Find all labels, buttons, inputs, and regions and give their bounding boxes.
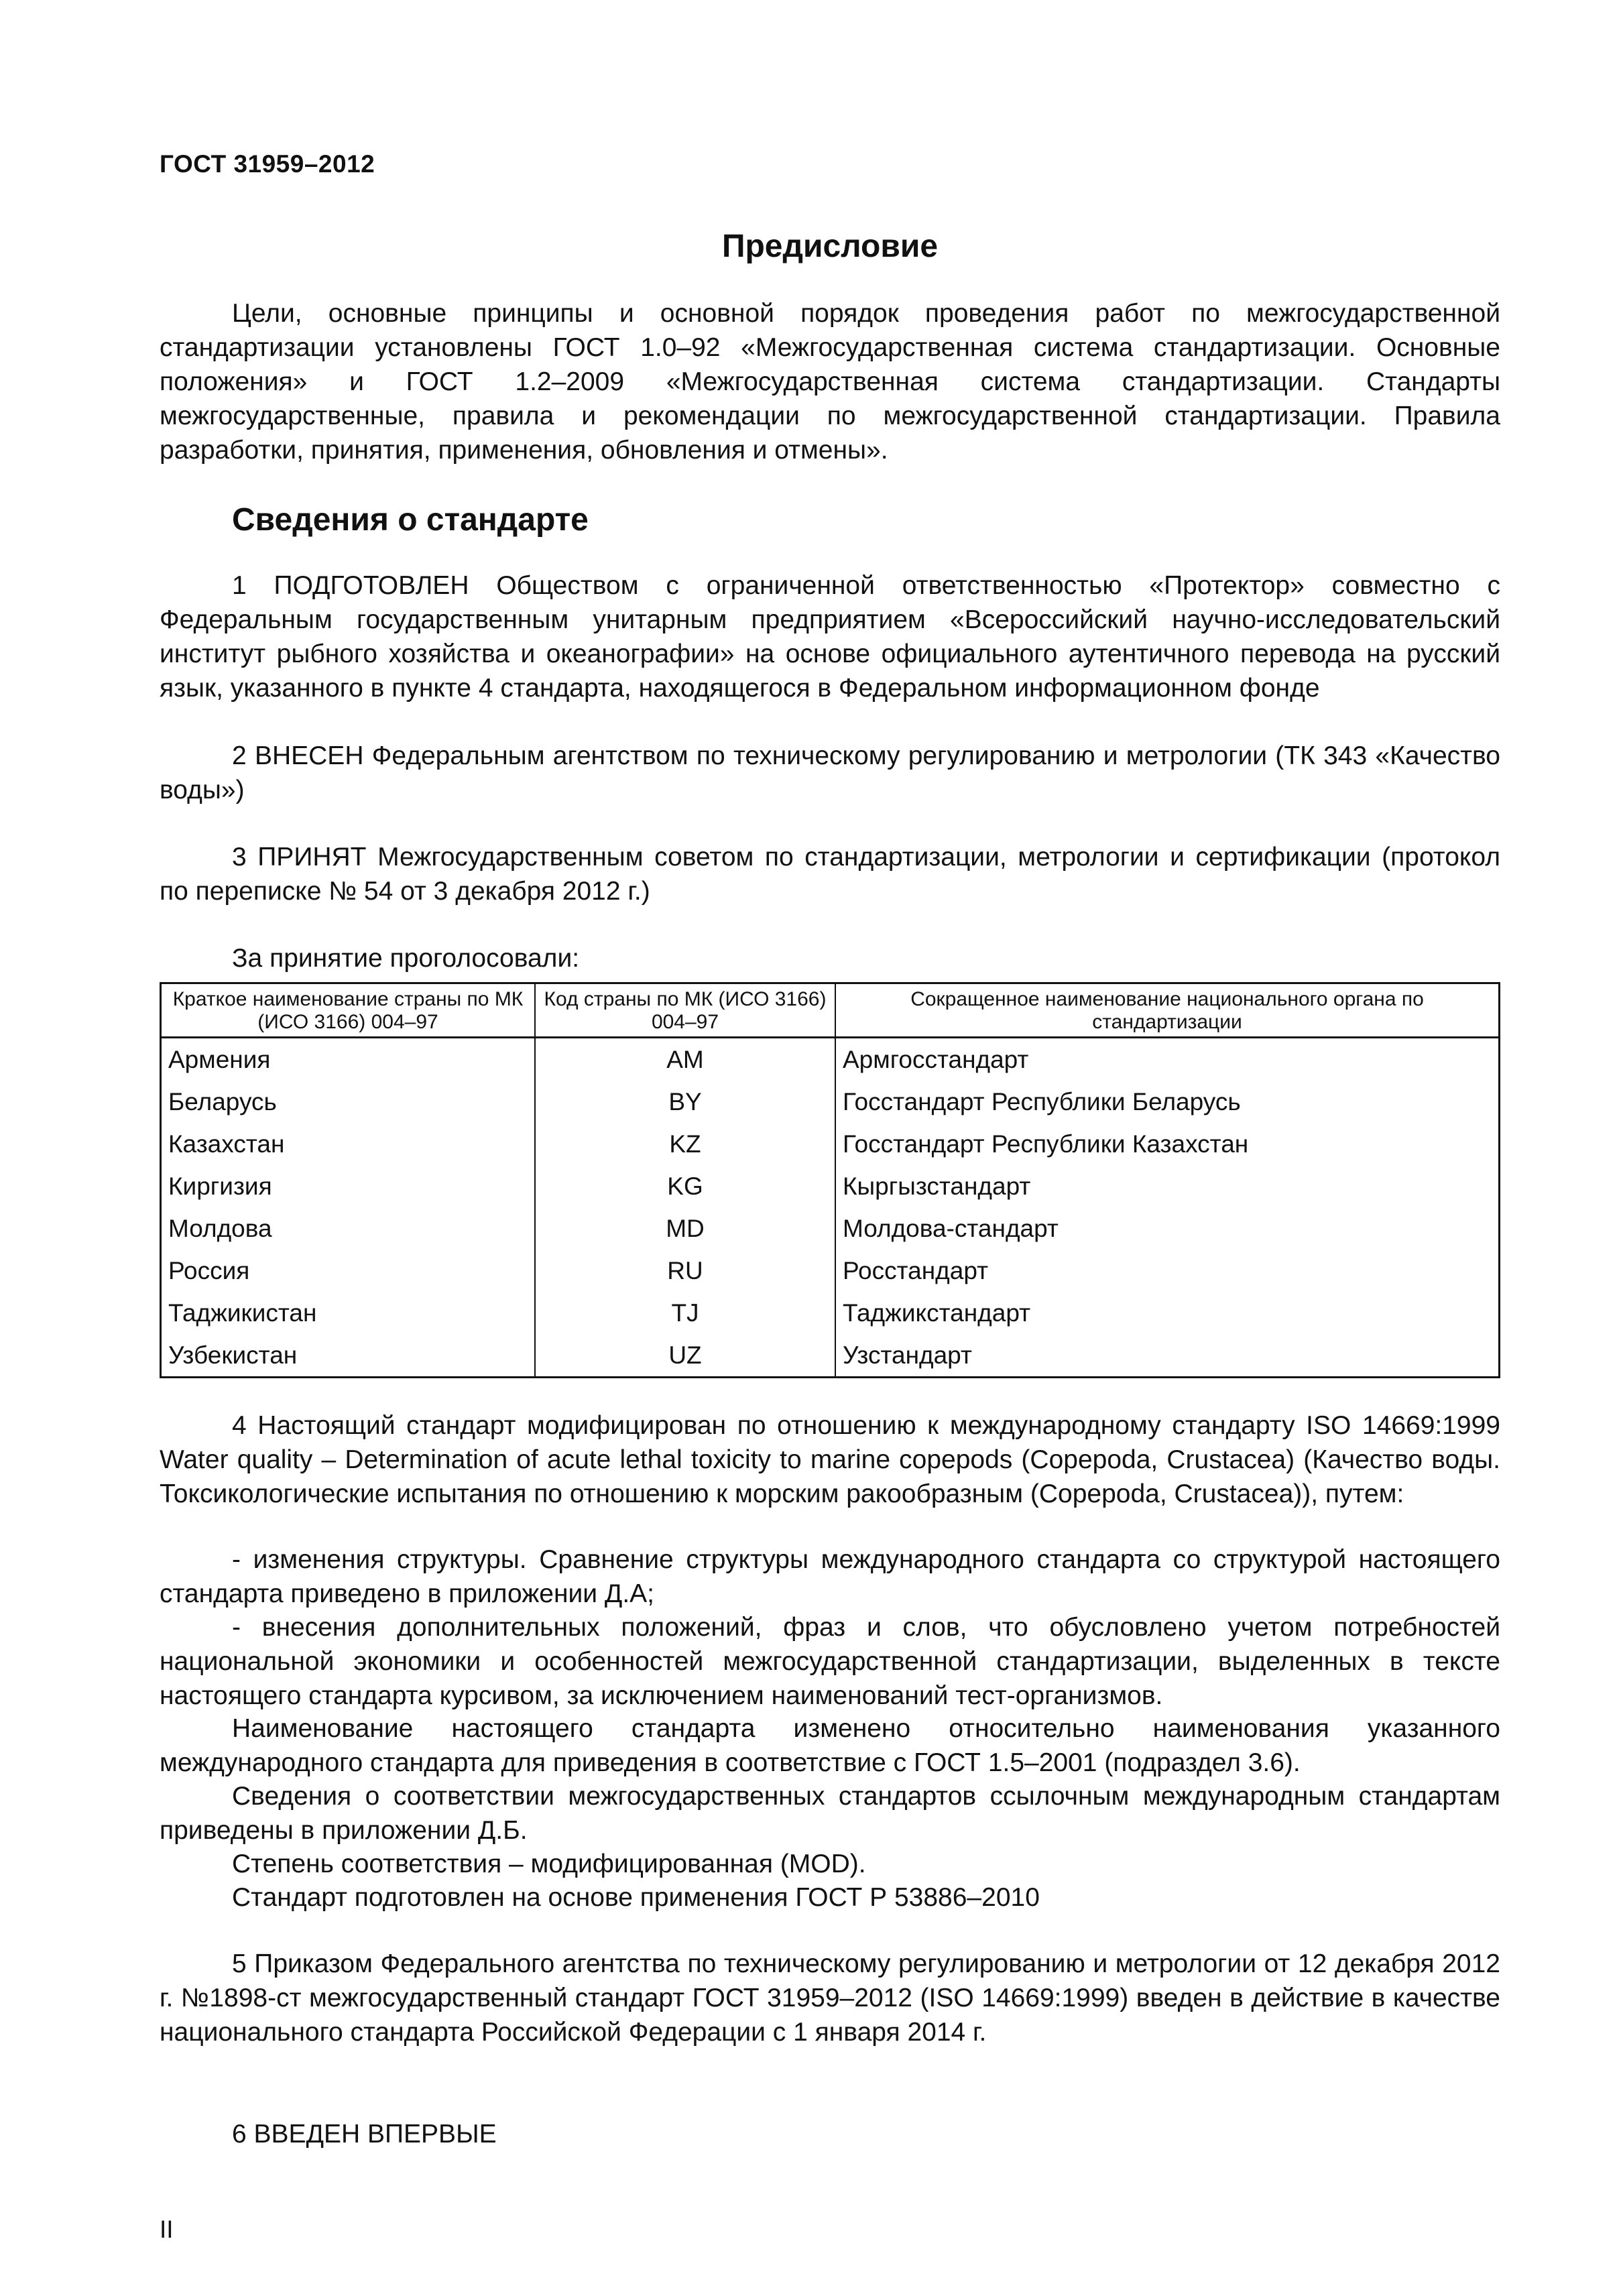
cell-code: KZ <box>535 1123 835 1165</box>
document-code: ГОСТ 31959–2012 <box>160 150 375 178</box>
cell-country: Киргизия <box>161 1165 536 1207</box>
cell-code: MD <box>535 1207 835 1250</box>
cell-code: UZ <box>535 1334 835 1378</box>
cell-country: Россия <box>161 1250 536 1292</box>
page-number: II <box>160 2216 174 2243</box>
table-row <box>161 1081 1500 1123</box>
header-code: Код страны по МК (ИСО 3166) 004–97 <box>535 983 835 1038</box>
table-row <box>161 1292 1500 1334</box>
info-item-4-bullet-1: - изменения структуры. Сравнение структуры международного стандарта со структурой настоящего стандарта приведено в приложении Д.А; <box>160 1545 1500 1608</box>
info-item-3: 3 ПРИНЯТ Межгосударственным советом по стандартизации, метрологии и сертификации (протокол по переписке № 54 от 3 декабря 2012 г.) <box>160 843 1500 906</box>
info-item-2: 2 ВНЕСЕН Федеральным агентством по техническому регулированию и метрологии (ТК 343 «Качество воды») <box>160 741 1500 804</box>
table-row <box>161 1123 1500 1165</box>
cell-body: Кыргызстандарт <box>835 1165 1500 1207</box>
info-item-4-name-change: Наименование настоящего стандарта изменено относительно наименования указанного международного стандарта для приведения в соответствие с ГОСТ 1.5–2001 (подраздел 3.6). <box>160 1714 1500 1777</box>
cell-code: KG <box>535 1165 835 1207</box>
info-item-5: 5 Приказом Федерального агентства по техническому регулированию и метрологии от 12 декабря 2012 г. №1898-ст межгосударственный стандарт ГОСТ 31959–2012 (ISO 14669:1999) введен в действие в качестве национального стандарта Российской Федерации с 1 января 2014 г. <box>160 1949 1500 2047</box>
table-row <box>161 1165 1500 1207</box>
foreword-text: Цели, основные принципы и основной порядок проведения работ по межгосударственной стандартизации установлены ГОСТ 1.0–92 «Межгосударственная система стандартизации. Основные положения» и ГОСТ 1.2–2009 «Межгосударственная система стандартизации. Стандарты межгосударственные, правила и рекомендации по межгосударственной стандартизации. Правила разработки, принятия, применения, обновления и отмены». <box>160 299 1500 465</box>
cell-body: Госстандарт Республики Казахстан <box>835 1123 1500 1165</box>
info-item-4-references: Сведения о соответствии межгосударственных стандартов ссылочным международным стандартам приведены в приложении Д.Б. <box>160 1782 1500 1845</box>
info-title: Сведения о стандарте <box>232 502 589 538</box>
cell-code: BY <box>535 1081 835 1123</box>
cell-code: RU <box>535 1250 835 1292</box>
cell-body: Госстандарт Республики Беларусь <box>835 1081 1500 1123</box>
cell-body: Таджикстандарт <box>835 1292 1500 1334</box>
cell-country: Молдова <box>161 1207 536 1250</box>
table-header-row <box>161 983 1500 1038</box>
cell-body: Молдова-стандарт <box>835 1207 1500 1250</box>
table-row <box>161 1038 1500 1081</box>
vote-caption: За принятие проголосовали: <box>232 944 580 973</box>
cell-code: TJ <box>535 1292 835 1334</box>
cell-country: Узбекистан <box>161 1334 536 1378</box>
info-item-4-bullet-2: - внесения дополнительных положений, фраз и слов, что обусловлено учетом потребностей национальной экономики и особенностей межгосударственной стандартизации, выделенных в тексте настоящего стандарта курсивом, за исключением наименований тест-организмов. <box>160 1613 1500 1710</box>
table-row <box>161 1207 1500 1250</box>
info-item-4-basis: Стандарт подготовлен на основе применения ГОСТ Р 53886–2010 <box>232 1883 1040 1912</box>
header-body: Сокращенное наименование национального органа по стандартизации <box>835 983 1500 1038</box>
info-item-1: 1 ПОДГОТОВЛЕН Обществом с ограниченной ответственностью «Протектор» совместно с Федеральным государственным унитарным предприятием «Всероссийский научно-исследовательский институт рыбного хозяйства и океанографии» на основе официального аутентичного перевода на русский язык, указанного в пункте 4 стандарта, находящегося в Федеральном информационном фонде <box>160 571 1500 703</box>
foreword-title: Предисловие <box>721 229 939 264</box>
table-row <box>161 1250 1500 1292</box>
info-item-6: 6 ВВЕДЕН ВПЕРВЫЕ <box>232 2120 497 2149</box>
cell-body: Росстандарт <box>835 1250 1500 1292</box>
document-page <box>160 0 1500 2296</box>
cell-country: Армения <box>161 1038 536 1081</box>
cell-country: Таджикистан <box>161 1292 536 1334</box>
cell-code: AM <box>535 1038 835 1081</box>
cell-body: Узстандарт <box>835 1334 1500 1378</box>
table-row <box>161 1334 1500 1378</box>
header-country: Краткое наименование страны по МК (ИСО 3166) 004–97 <box>161 983 536 1038</box>
info-item-4: 4 Настоящий стандарт модифицирован по отношению к международному стандарту ISO 14669:1999 Water quality – Determination of acute lethal toxicity to marine copepods (Copepoda, Crustacea) (Качество воды. Токсикологические испытания по отношению к морским ракообразным (Copepoda, Crustacea)), путем: <box>160 1411 1500 1508</box>
cell-country: Казахстан <box>161 1123 536 1165</box>
info-item-4-degree: Степень соответствия – модифицированная (MOD). <box>232 1850 866 1878</box>
cell-country: Беларусь <box>161 1081 536 1123</box>
cell-body: Армгосстандарт <box>835 1038 1500 1081</box>
voting-table <box>160 982 1500 1378</box>
